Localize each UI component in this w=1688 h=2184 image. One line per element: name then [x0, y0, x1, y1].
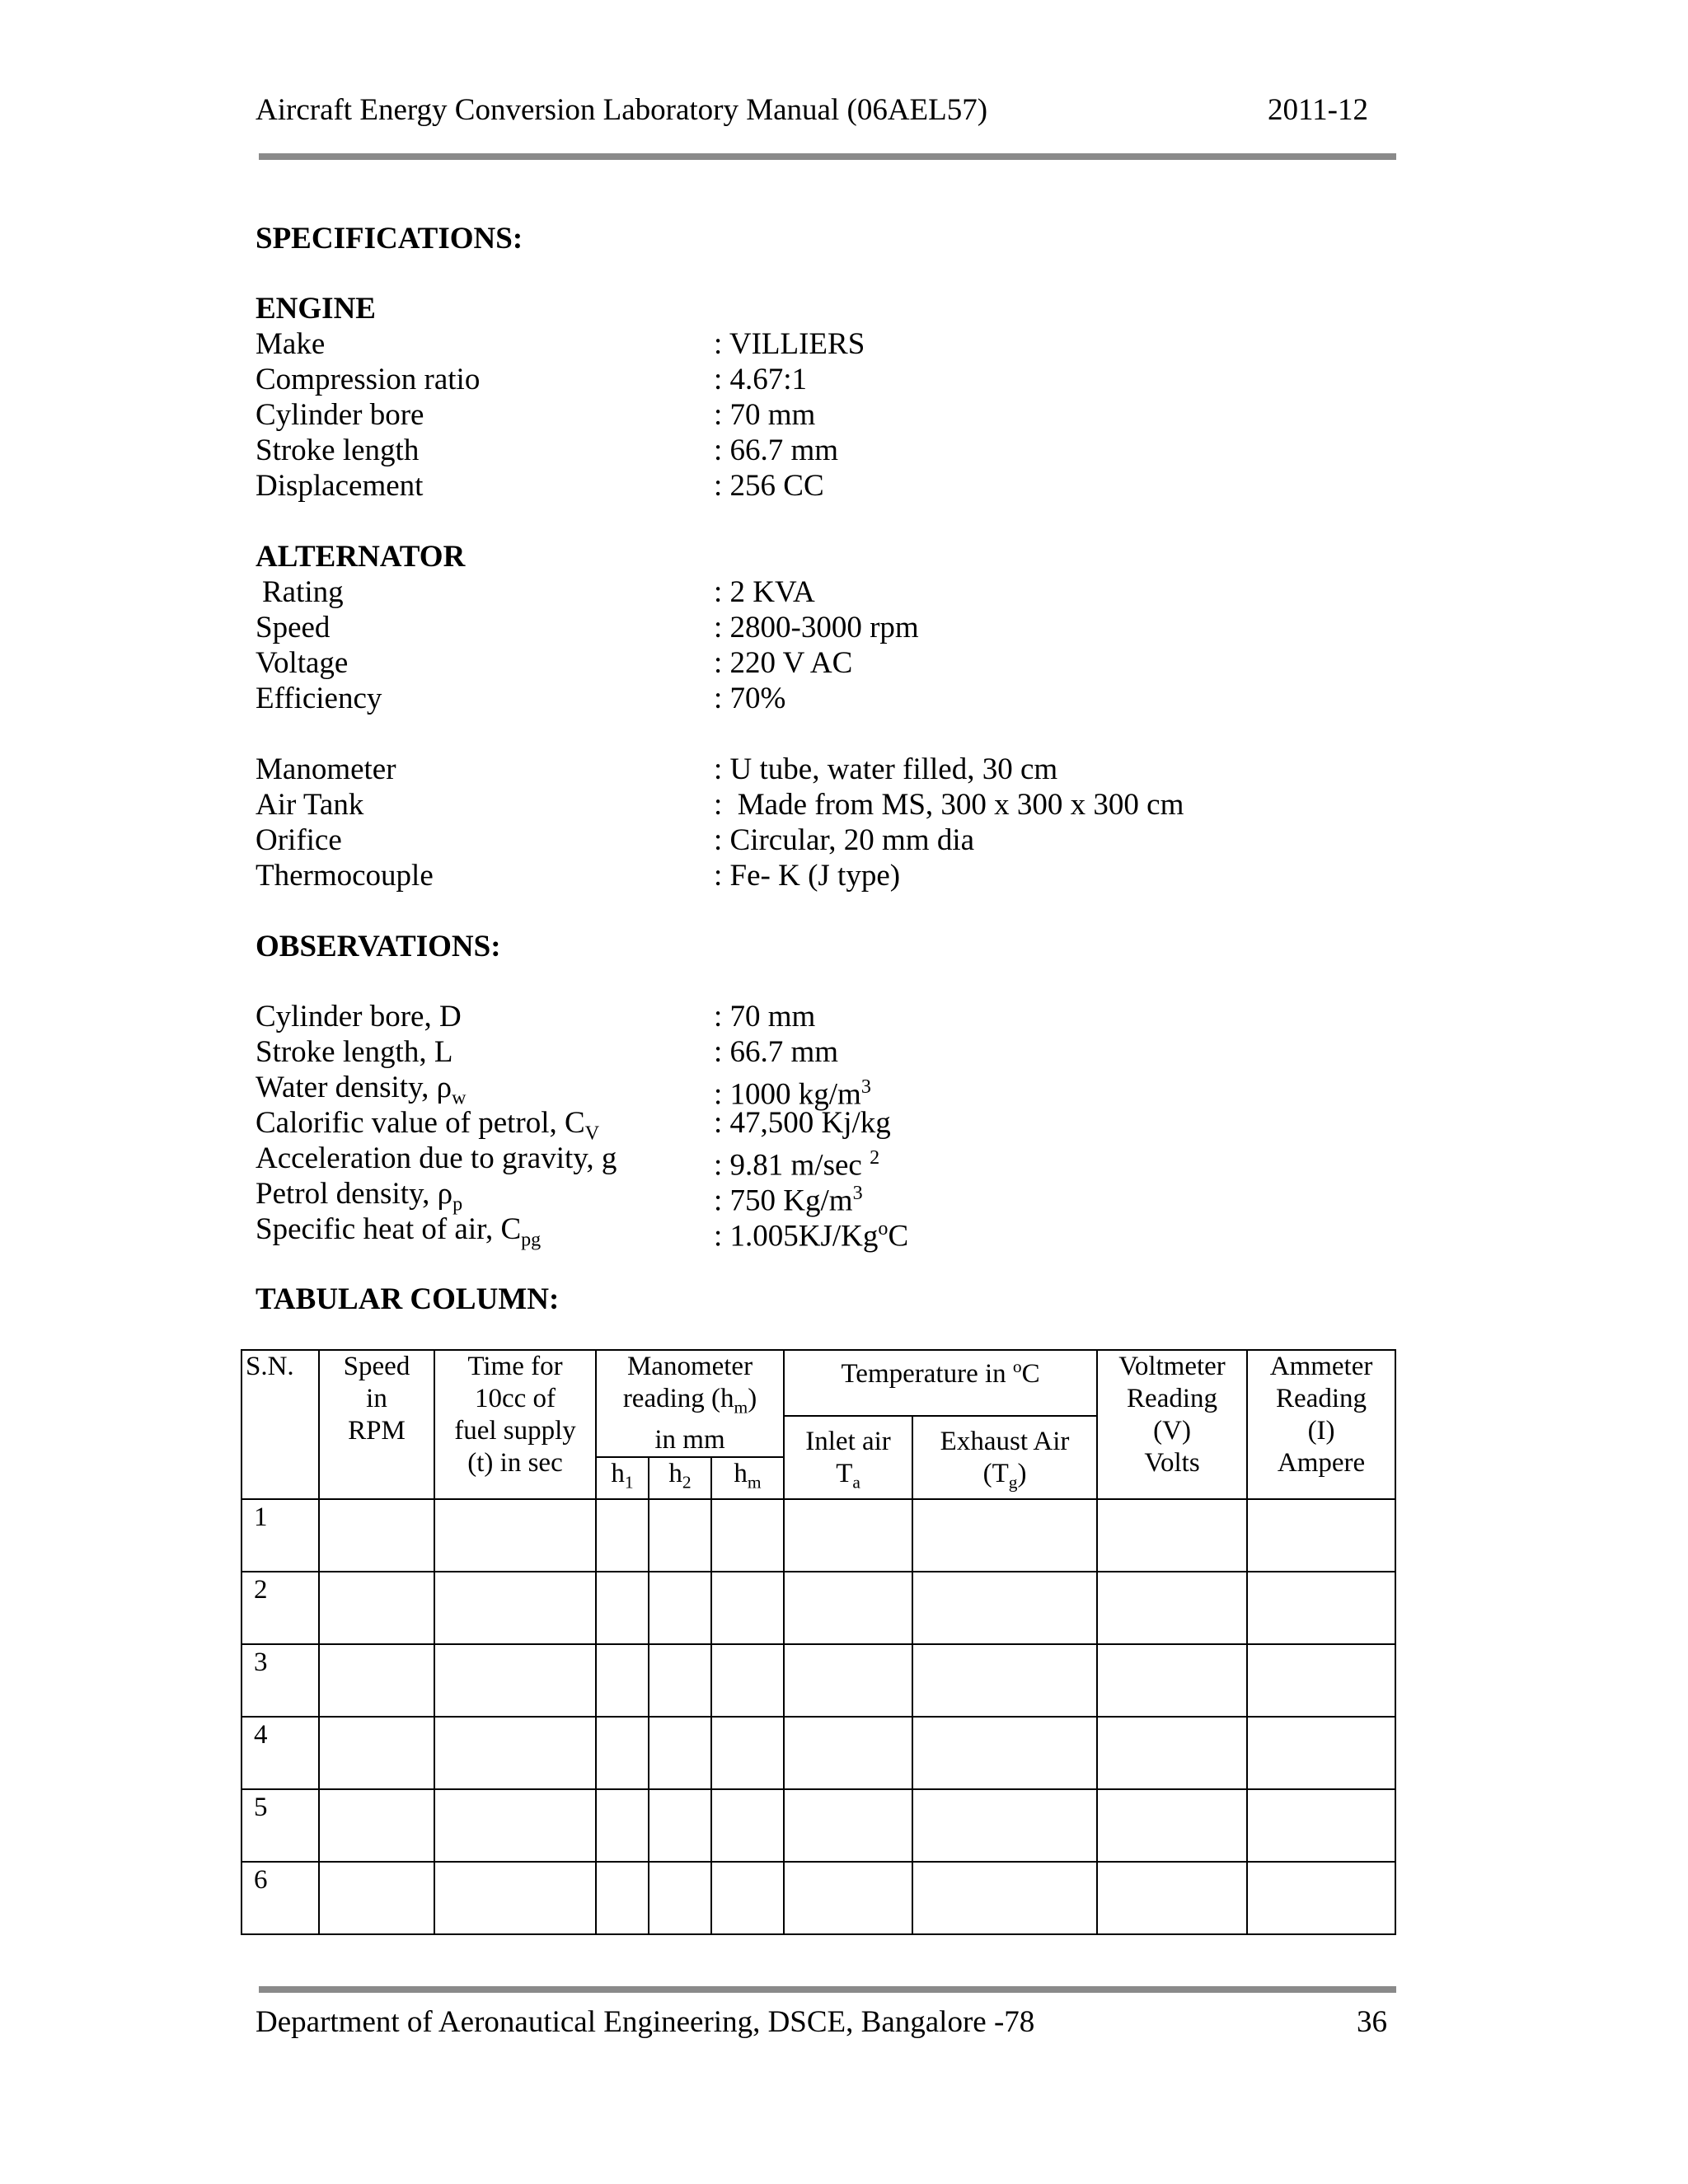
specifications-heading: SPECIFICATIONS: [256, 222, 523, 255]
header-line: Reading [1276, 1384, 1367, 1413]
header-line: Temperature in [841, 1359, 1013, 1389]
obs-label-row [256, 1212, 541, 1258]
spec-label: Compression ratio [256, 363, 481, 396]
table-cell [1097, 1789, 1247, 1862]
spec-value: : Circular, 20 mm dia [714, 823, 975, 857]
table-cell [912, 1644, 1097, 1717]
table-cell [596, 1717, 649, 1789]
page-number: 36 [1357, 2005, 1387, 2039]
spec-label: Air Tank [256, 788, 364, 822]
header-line: (T [982, 1458, 1009, 1488]
header-line: in [366, 1384, 387, 1413]
table-row [241, 1789, 1395, 1862]
table-row [241, 1499, 1395, 1572]
col-header-sn: S.N. [241, 1350, 319, 1499]
observation-table [241, 1349, 1396, 1935]
spec-label: Efficiency [256, 682, 382, 715]
table-cell [1097, 1499, 1247, 1572]
header-rule [259, 153, 1396, 160]
header-line: fuel supply [454, 1416, 576, 1446]
obs-value-tail: C [888, 1219, 909, 1254]
obs-label-subscript: w [452, 1087, 467, 1109]
table-row [241, 1717, 1395, 1789]
table-cell [711, 1644, 784, 1717]
tabular-heading: TABULAR COLUMN: [256, 1282, 560, 1316]
header-subscript: 1 [624, 1472, 634, 1493]
spec-value: : 66.7 mm [714, 434, 839, 467]
header-line: h [734, 1458, 748, 1488]
obs-label: Cylinder bore, D [256, 1000, 462, 1033]
header-subscript: m [747, 1472, 762, 1493]
spec-value: : 4.67:1 [714, 363, 808, 396]
table-cell [711, 1572, 784, 1644]
table-cell [1097, 1862, 1247, 1934]
obs-value: : 750 Kg/m [714, 1183, 853, 1218]
footer-department: Department of Aeronautical Engineering, DSCE, Bangalore -78 [256, 2005, 1035, 2039]
obs-label-subscript: pg [521, 1229, 542, 1251]
header-line: (V) [1153, 1416, 1191, 1446]
header-line: h [611, 1458, 625, 1488]
header-subscript: a [852, 1472, 860, 1493]
table-cell [784, 1717, 912, 1789]
col-header-speed [319, 1350, 434, 1499]
spec-label: Cylinder bore [256, 398, 424, 432]
table-cell [1247, 1789, 1395, 1862]
table-cell [1097, 1717, 1247, 1789]
header-line: Ammeter [1269, 1352, 1373, 1381]
col-header-inlet-air [784, 1416, 912, 1499]
header-line: Voltmeter [1118, 1352, 1226, 1381]
header-subscript: 2 [682, 1472, 692, 1493]
header-line: Reading [1127, 1384, 1218, 1413]
row-number: 5 [241, 1789, 319, 1862]
table-cell [596, 1862, 649, 1934]
spec-value: : 2 KVA [714, 575, 815, 609]
col-header-h2 [649, 1457, 711, 1500]
table-cell [434, 1789, 596, 1862]
obs-label: Calorific value of petrol, C [256, 1106, 585, 1140]
table-cell [434, 1499, 596, 1572]
row-number: 6 [241, 1862, 319, 1934]
table-cell [434, 1644, 596, 1717]
table-cell [434, 1717, 596, 1789]
table-row [241, 1862, 1395, 1934]
obs-value-superscript: 3 [852, 1183, 863, 1204]
table-cell [596, 1572, 649, 1644]
observations-heading: OBSERVATIONS: [256, 930, 501, 963]
table-cell [319, 1789, 434, 1862]
table-cell [1247, 1862, 1395, 1934]
col-header-temperature [784, 1350, 1097, 1416]
table-cell [649, 1572, 711, 1644]
spec-value: : 220 V AC [714, 646, 853, 680]
col-header-time [434, 1350, 596, 1499]
header-line: h [668, 1458, 682, 1488]
table-row [241, 1572, 1395, 1644]
col-header-exhaust-air [912, 1416, 1097, 1499]
spec-value: : 70% [714, 682, 786, 715]
header-subscript: g [1008, 1472, 1018, 1493]
obs-label: Stroke length, L [256, 1035, 453, 1069]
header-title: Aircraft Energy Conversion Laboratory Manual (06AEL57) [256, 93, 988, 127]
table-cell [912, 1862, 1097, 1934]
obs-value-superscript: 3 [860, 1076, 871, 1098]
table-cell [319, 1572, 434, 1644]
table-cell [784, 1572, 912, 1644]
table-cell [711, 1862, 784, 1934]
table-cell [912, 1499, 1097, 1572]
header-line: Speed [343, 1352, 410, 1381]
obs-label-subscript: V [584, 1122, 600, 1145]
obs-label: Petrol density, ρ [256, 1177, 453, 1211]
header-subscript: m [734, 1397, 748, 1418]
engine-heading: ENGINE [256, 292, 376, 326]
header-line: C [1021, 1359, 1040, 1389]
table-cell [784, 1499, 912, 1572]
spec-label: Thermocouple [256, 859, 434, 893]
table-cell [434, 1572, 596, 1644]
obs-value: : 1.005KJ/Kg [714, 1219, 879, 1254]
header-line: Exhaust Air [940, 1426, 1070, 1456]
header-line: ) [1017, 1458, 1027, 1488]
spec-value: : U tube, water filled, 30 cm [714, 752, 1058, 786]
col-header-h1 [596, 1457, 649, 1500]
row-number: 4 [241, 1717, 319, 1789]
spec-label: Speed [256, 611, 331, 644]
obs-value: : 47,500 Kj/kg [714, 1106, 891, 1140]
table-cell [1097, 1572, 1247, 1644]
col-header-voltmeter [1097, 1350, 1247, 1499]
obs-value-row [714, 1212, 908, 1254]
header-line: ) [748, 1384, 757, 1413]
header-line: Time for [467, 1352, 563, 1381]
obs-label: Specific heat of air, C [256, 1212, 522, 1246]
table-cell [319, 1499, 434, 1572]
row-number: 2 [241, 1572, 319, 1644]
table-cell [1097, 1644, 1247, 1717]
spec-value: : VILLIERS [714, 327, 865, 361]
table-cell [711, 1789, 784, 1862]
table-cell [596, 1499, 649, 1572]
spec-label: Stroke length [256, 434, 420, 467]
table-cell [319, 1644, 434, 1717]
obs-value-superscript: 2 [870, 1147, 880, 1169]
table-row [241, 1644, 1395, 1717]
col-header-ammeter [1247, 1350, 1395, 1499]
alternator-heading: ALTERNATOR [256, 540, 466, 574]
header-year: 2011-12 [1268, 93, 1368, 127]
spec-value: : 256 CC [714, 469, 824, 503]
table-cell [711, 1717, 784, 1789]
obs-value: : 1000 kg/m [714, 1077, 861, 1112]
table-cell [596, 1789, 649, 1862]
header-line: (I) [1307, 1416, 1335, 1446]
table-cell [649, 1717, 711, 1789]
footer-rule [259, 1986, 1396, 1993]
col-header-manometer [596, 1350, 784, 1457]
spec-value: : 70 mm [714, 398, 816, 432]
header-line: RPM [348, 1416, 406, 1446]
spec-label: Rating [262, 575, 344, 609]
col-header-hm [711, 1457, 784, 1500]
spec-value: : 2800-3000 rpm [714, 611, 919, 644]
header-line: Ampere [1277, 1448, 1366, 1478]
obs-value: : 66.7 mm [714, 1035, 839, 1069]
row-number: 1 [241, 1499, 319, 1572]
obs-label: Acceleration due to gravity, g [256, 1141, 617, 1175]
table-cell [1247, 1717, 1395, 1789]
header-line: (t) in sec [467, 1448, 563, 1478]
table-cell [1247, 1499, 1395, 1572]
table-cell [711, 1499, 784, 1572]
row-number: 3 [241, 1644, 319, 1717]
obs-value-superscript: o [878, 1218, 889, 1240]
table-cell [649, 1644, 711, 1717]
spec-label: Orifice [256, 823, 342, 857]
obs-value: : 9.81 m/sec [714, 1148, 870, 1183]
header-line: Inlet air [805, 1426, 891, 1456]
table-cell [319, 1717, 434, 1789]
spec-value: : Fe- K (J type) [714, 859, 901, 893]
obs-value: : 70 mm [714, 1000, 816, 1033]
header-line: Manometer [626, 1352, 753, 1381]
header-line: reading (h [622, 1384, 734, 1413]
header-superscript: o [1012, 1357, 1022, 1376]
table-cell [912, 1789, 1097, 1862]
table-cell [912, 1572, 1097, 1644]
table-cell [1247, 1572, 1395, 1644]
header-line: T [836, 1458, 853, 1488]
spec-label: Make [256, 327, 326, 361]
table-cell [649, 1789, 711, 1862]
table-cell [434, 1862, 596, 1934]
header-line: in mm [654, 1424, 725, 1455]
spec-label: Displacement [256, 469, 424, 503]
table-cell [784, 1789, 912, 1862]
obs-label-subscript: p [452, 1193, 463, 1216]
table-cell [1247, 1644, 1395, 1717]
table-cell [784, 1644, 912, 1717]
spec-label: Manometer [256, 752, 396, 786]
table-cell [649, 1499, 711, 1572]
obs-label: Water density, ρ [256, 1071, 452, 1104]
table-cell [649, 1862, 711, 1934]
table-cell [784, 1862, 912, 1934]
header-line: Volts [1144, 1448, 1200, 1478]
table-header-row [241, 1350, 1395, 1416]
header-line: 10cc of [474, 1384, 556, 1413]
table-cell [319, 1862, 434, 1934]
spec-value: : Made from MS, 300 x 300 x 300 cm [714, 788, 1184, 822]
table-cell [912, 1717, 1097, 1789]
table-cell [596, 1644, 649, 1717]
spec-label: Voltage [256, 646, 349, 680]
